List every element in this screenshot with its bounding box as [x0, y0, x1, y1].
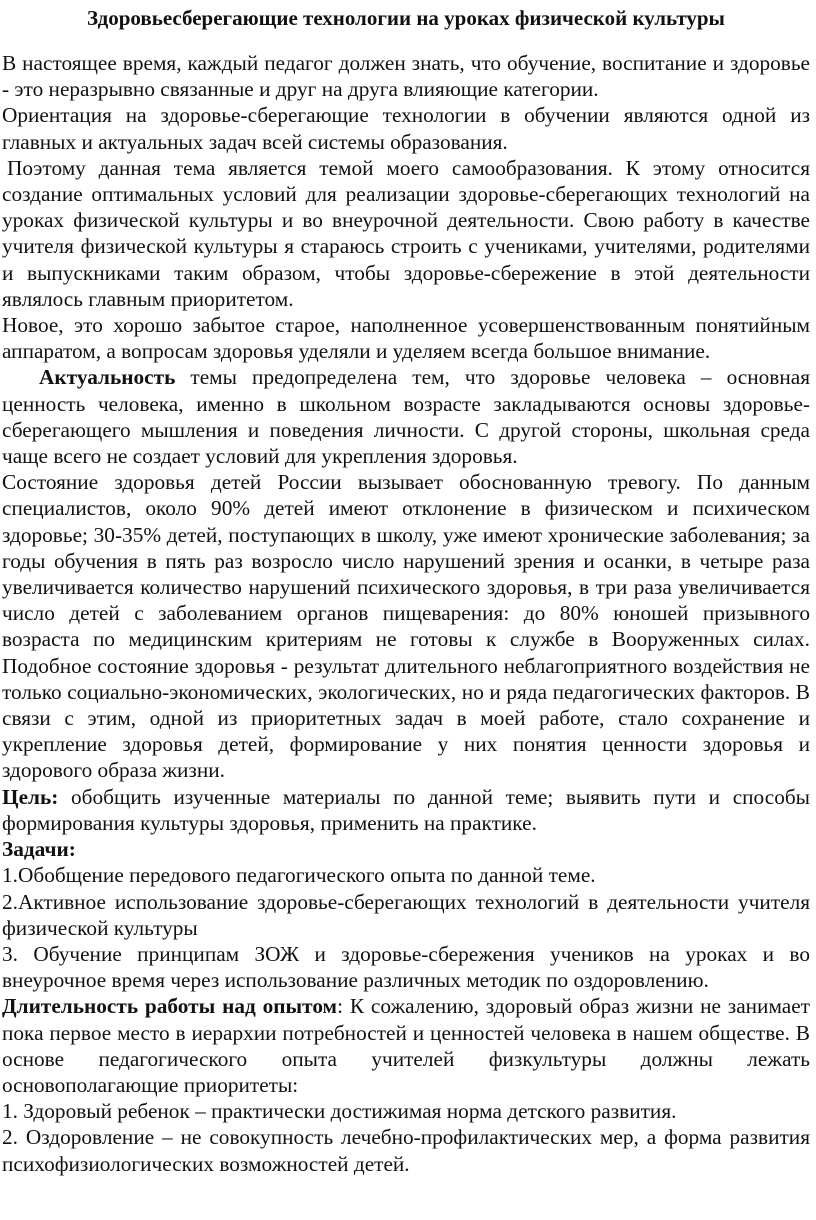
paragraph-text: Ориентация на здоровье-сберегающие технологии в обучении являются одной из главных и актуальных задач всей системы образования.	[2, 103, 810, 154]
task-text: 1.Обобщение передового педагогического опыта по данной теме.	[2, 863, 596, 888]
task-item-1	[2, 862, 810, 888]
paragraph-intro	[2, 50, 810, 102]
paragraph-text: : К сожалению, здоровый образ жизни не занимает пока первое место в иерархии потребностей и ценностей человека в нашем обществе. В основе педагогического опыта учителей физкультуры должны лежать основополагающие приоритеты:	[2, 994, 810, 1097]
paragraph-text: Новое, это хорошо забытое старое, наполненное усовершенствованным понятийным аппаратом, а вопросам здоровья уделяли и уделяем всегда большое внимание.	[2, 313, 810, 364]
paragraph-relevance	[2, 364, 810, 469]
paragraph-orientation	[2, 102, 810, 154]
paragraph-text: Поэтому данная тема является темой моего самообразования. К этому относится создание оптимальных условий для реализации здоровье-сберегающих технологий на уроках физической культуры и во внеурочной деятельности. Свою работу в качестве учителя физической культуры я стараюсь строить с учениками, учителями, родителями и выпускниками таким образом, чтобы здоровье-сбережение в этой деятельности являлось главным приоритетом.	[2, 155, 810, 311]
task-text: 2.Активное использование здоровье-сберегающих технологий в деятельности учителя физической культуры	[2, 889, 810, 940]
paragraph-text: обобщить изученные материалы по данной теме; выявить пути и способы формирования культуры здоровья, применить на практике.	[2, 784, 810, 835]
paragraph-tasks-heading	[2, 836, 810, 862]
priority-item-1	[2, 1098, 810, 1124]
relevance-label: Актуальность	[39, 365, 176, 390]
paragraph-text: Состояние здоровья детей России вызывает обоснованную тревогу. По данным специалистов, около 90% детей имеют отклонение в физическом и психическом здоровье; 30-35% детей, поступающих в школу, уже имеют хронические заболевания; за годы обучения в пять раз возросло число нарушений зрения и осанки, в четыре раза увеличивается количество нарушений психического здоровья, в три раза увеличивается число детей с заболеванием органов пищеварения: до 80% юношей призывного возраста по медицинским критериям не готовы к службе в Вооруженных силах. Подобное состояние здоровья - результат длительного неблагоприятного воздействия не только социально-экономических, экологических, но и ряда педагогических факторов. В связи с этим, одной из приоритетных задач в моей работе, стало сохранение и укрепление здоровья детей, формирование у них понятия ценности здоровья и здорового образа жизни.	[2, 470, 810, 783]
paragraph-duration	[2, 993, 810, 1098]
task-item-3	[2, 941, 810, 993]
document-title: Здоровьесберегающие технологии на уроках физической культуры	[87, 6, 725, 30]
duration-label: Длительность работы над опытом	[2, 994, 338, 1019]
priority-item-2	[2, 1124, 810, 1176]
paragraph-new-old	[2, 312, 810, 364]
tasks-label: Задачи:	[2, 837, 76, 862]
paragraph-health-state	[2, 469, 810, 783]
priority-text: 1. Здоровый ребенок – практически достижимая норма детского развития.	[2, 1099, 677, 1124]
paragraph-text: В настоящее время, каждый педагог должен знать, что обучение, воспитание и здоровье - это неразрывно связанные и друг на друга влияющие категории.	[2, 51, 810, 102]
priority-text: 2. Оздоровление – не совокупность лечебно-профилактических мер, а форма развития психофизиологических возможностей детей.	[2, 1125, 810, 1176]
paragraph-self-education	[2, 155, 810, 312]
paragraph-text: темы предопределена тем, что здоровье человека – основная ценность человека, именно в школьном возрасте закладываются основы здоровье-сберегающего мышления и поведения личности. С другой стороны, школьная среда чаще всего не создает условий для укрепления здоровья.	[2, 365, 810, 469]
goal-label: Цель:	[2, 784, 59, 809]
task-item-2	[2, 889, 810, 941]
paragraph-goal	[2, 784, 810, 836]
task-text: 3. Обучение принципам ЗОЖ и здоровье-сбережения учеников на уроках и во внеурочное время через использование различных методик по оздоровлению.	[2, 941, 810, 993]
